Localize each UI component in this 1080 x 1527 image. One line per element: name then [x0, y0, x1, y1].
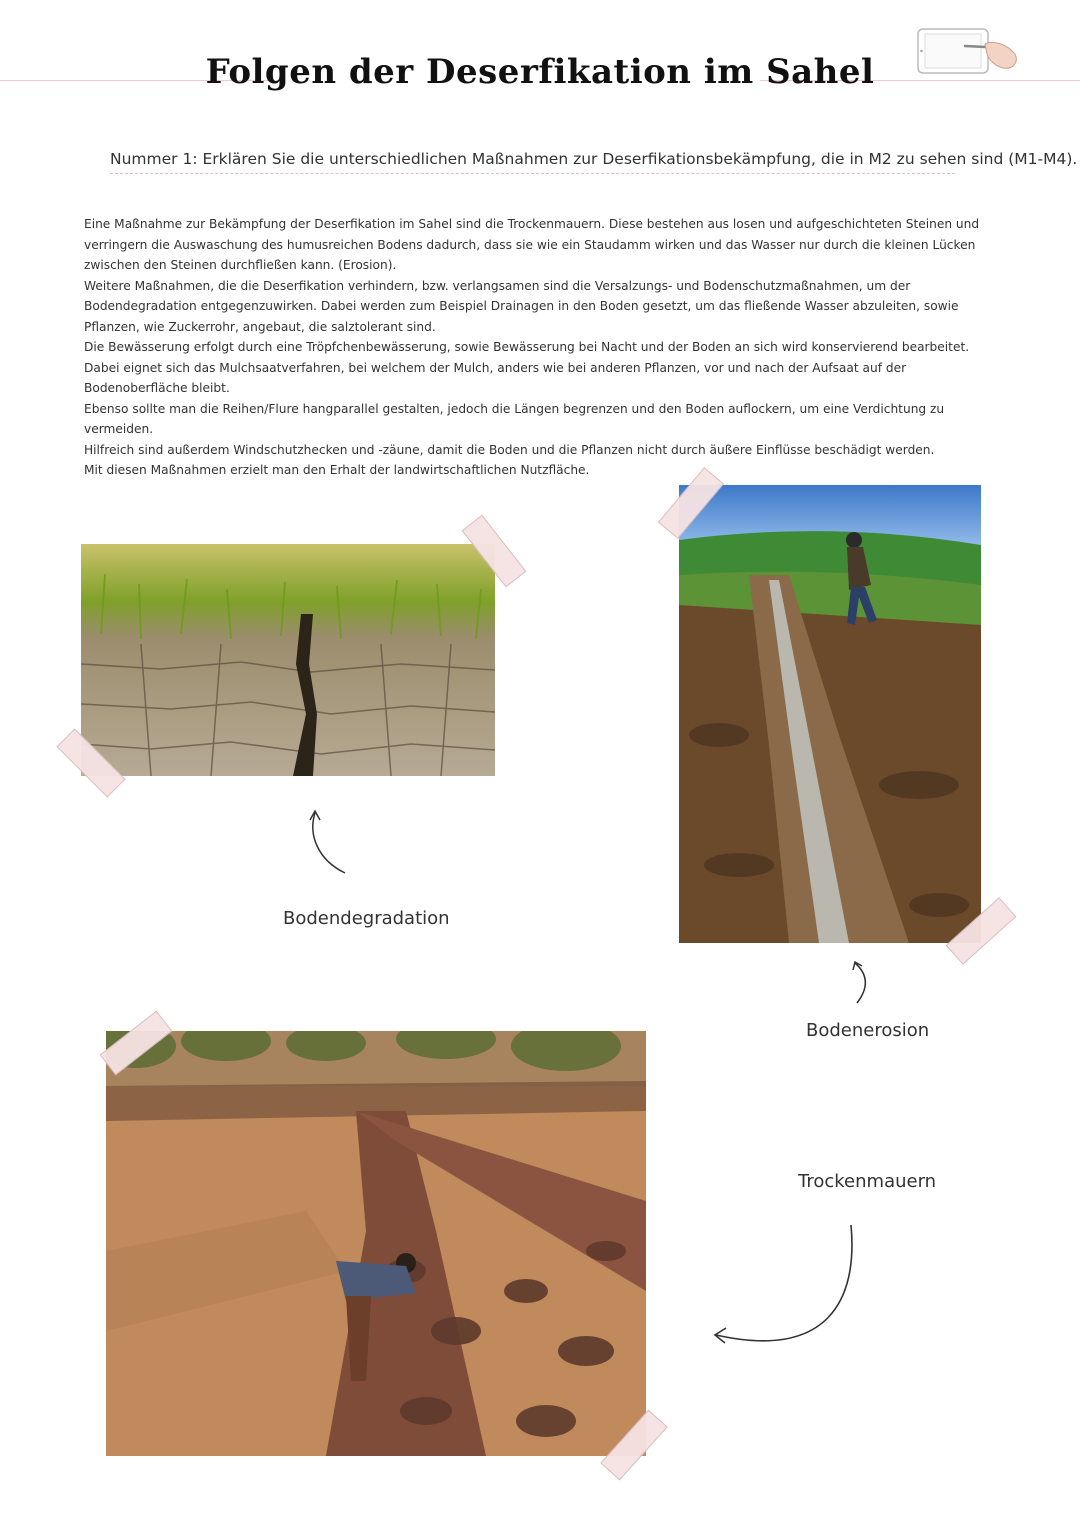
paragraph-bodenschutz: Weitere Maßnahmen, die die Deserfikation verhindern, bzw. verlangsamen sind die Versalzungs- und Bodenschutzmaßnahmen, um der Bodendegradation entgegenzuwirken. Dabei werden zum Beispiel Drainagen in den Boden gesetzt, um das fließende Wasser abzuleiten, sowie Pflanzen, wie Zuckerrohr, angebaut, die salztolerant sind. — [84, 278, 959, 334]
paragraph-trockenmauern: Eine Maßnahme zur Bekämpfung der Deserfikation im Sahel sind die Trockenmauern. Diese bestehen aus losen und aufgeschichteten Steinen und verringern die Auswaschung des humusreichen Bodens dadurch, dass sie wie ein Staudamm wirken und das Wasser nur durch die kleinen Lücken zwischen den Steinen durchfließen kann. (Erosion). — [84, 217, 980, 272]
paragraph-windschutz: Hilfreich sind außerdem Windschutzhecken und -zäune, damit die Boden und die Pflanzen nicht durch äußere Einflüsse beschädigt werden. — [84, 442, 935, 457]
tablet-pen-icon — [915, 26, 1020, 76]
caption-trockenmauern: Trockenmauern — [798, 1171, 937, 1192]
page-title: Folgen der Deserfikation im Sahel — [205, 52, 875, 92]
paragraph-fazit: Mit diesen Maßnahmen erzielt man den Erhalt der landwirtschaftlichen Nutzfläche. — [84, 463, 590, 477]
arrow-to-photo2 — [845, 958, 875, 1008]
photo-soil-erosion — [679, 485, 981, 943]
task-question: Nummer 1: Erklären Sie die unterschiedlichen Maßnahmen zur Deserfikationsbekämpfung, die in M2 zu sehen sind (M1-M4). — [110, 150, 955, 174]
answer-text — [84, 214, 984, 481]
photo-cracked-soil — [81, 544, 495, 776]
photo-dry-stone-walls — [106, 1031, 646, 1456]
paragraph-reihen: Ebenso sollte man die Reihen/Flure hangparallel gestalten, jedoch die Längen begrenzen und den Boden auflockern, um eine Verdichtung zu vermeiden. — [84, 401, 945, 436]
arrow-to-photo3 — [708, 1220, 863, 1365]
paragraph-bewaesserung: Die Bewässerung erfolgt durch eine Tröpfchenbewässerung, sowie Bewässerung bei Nacht und der Boden an sich wird konservierend bearbeitet. Dabei eignet sich das Mulchsaatverfahren, bei welchem der Mulch, anders wie bei anderen Pflanzen, vor und nach der Aufsaat auf der Bodenoberfläche bleibt. — [84, 340, 970, 395]
caption-bodendegradation: Bodendegradation — [283, 908, 450, 929]
caption-bodenerosion: Bodenerosion — [806, 1020, 930, 1041]
arrow-to-photo1 — [300, 805, 360, 880]
